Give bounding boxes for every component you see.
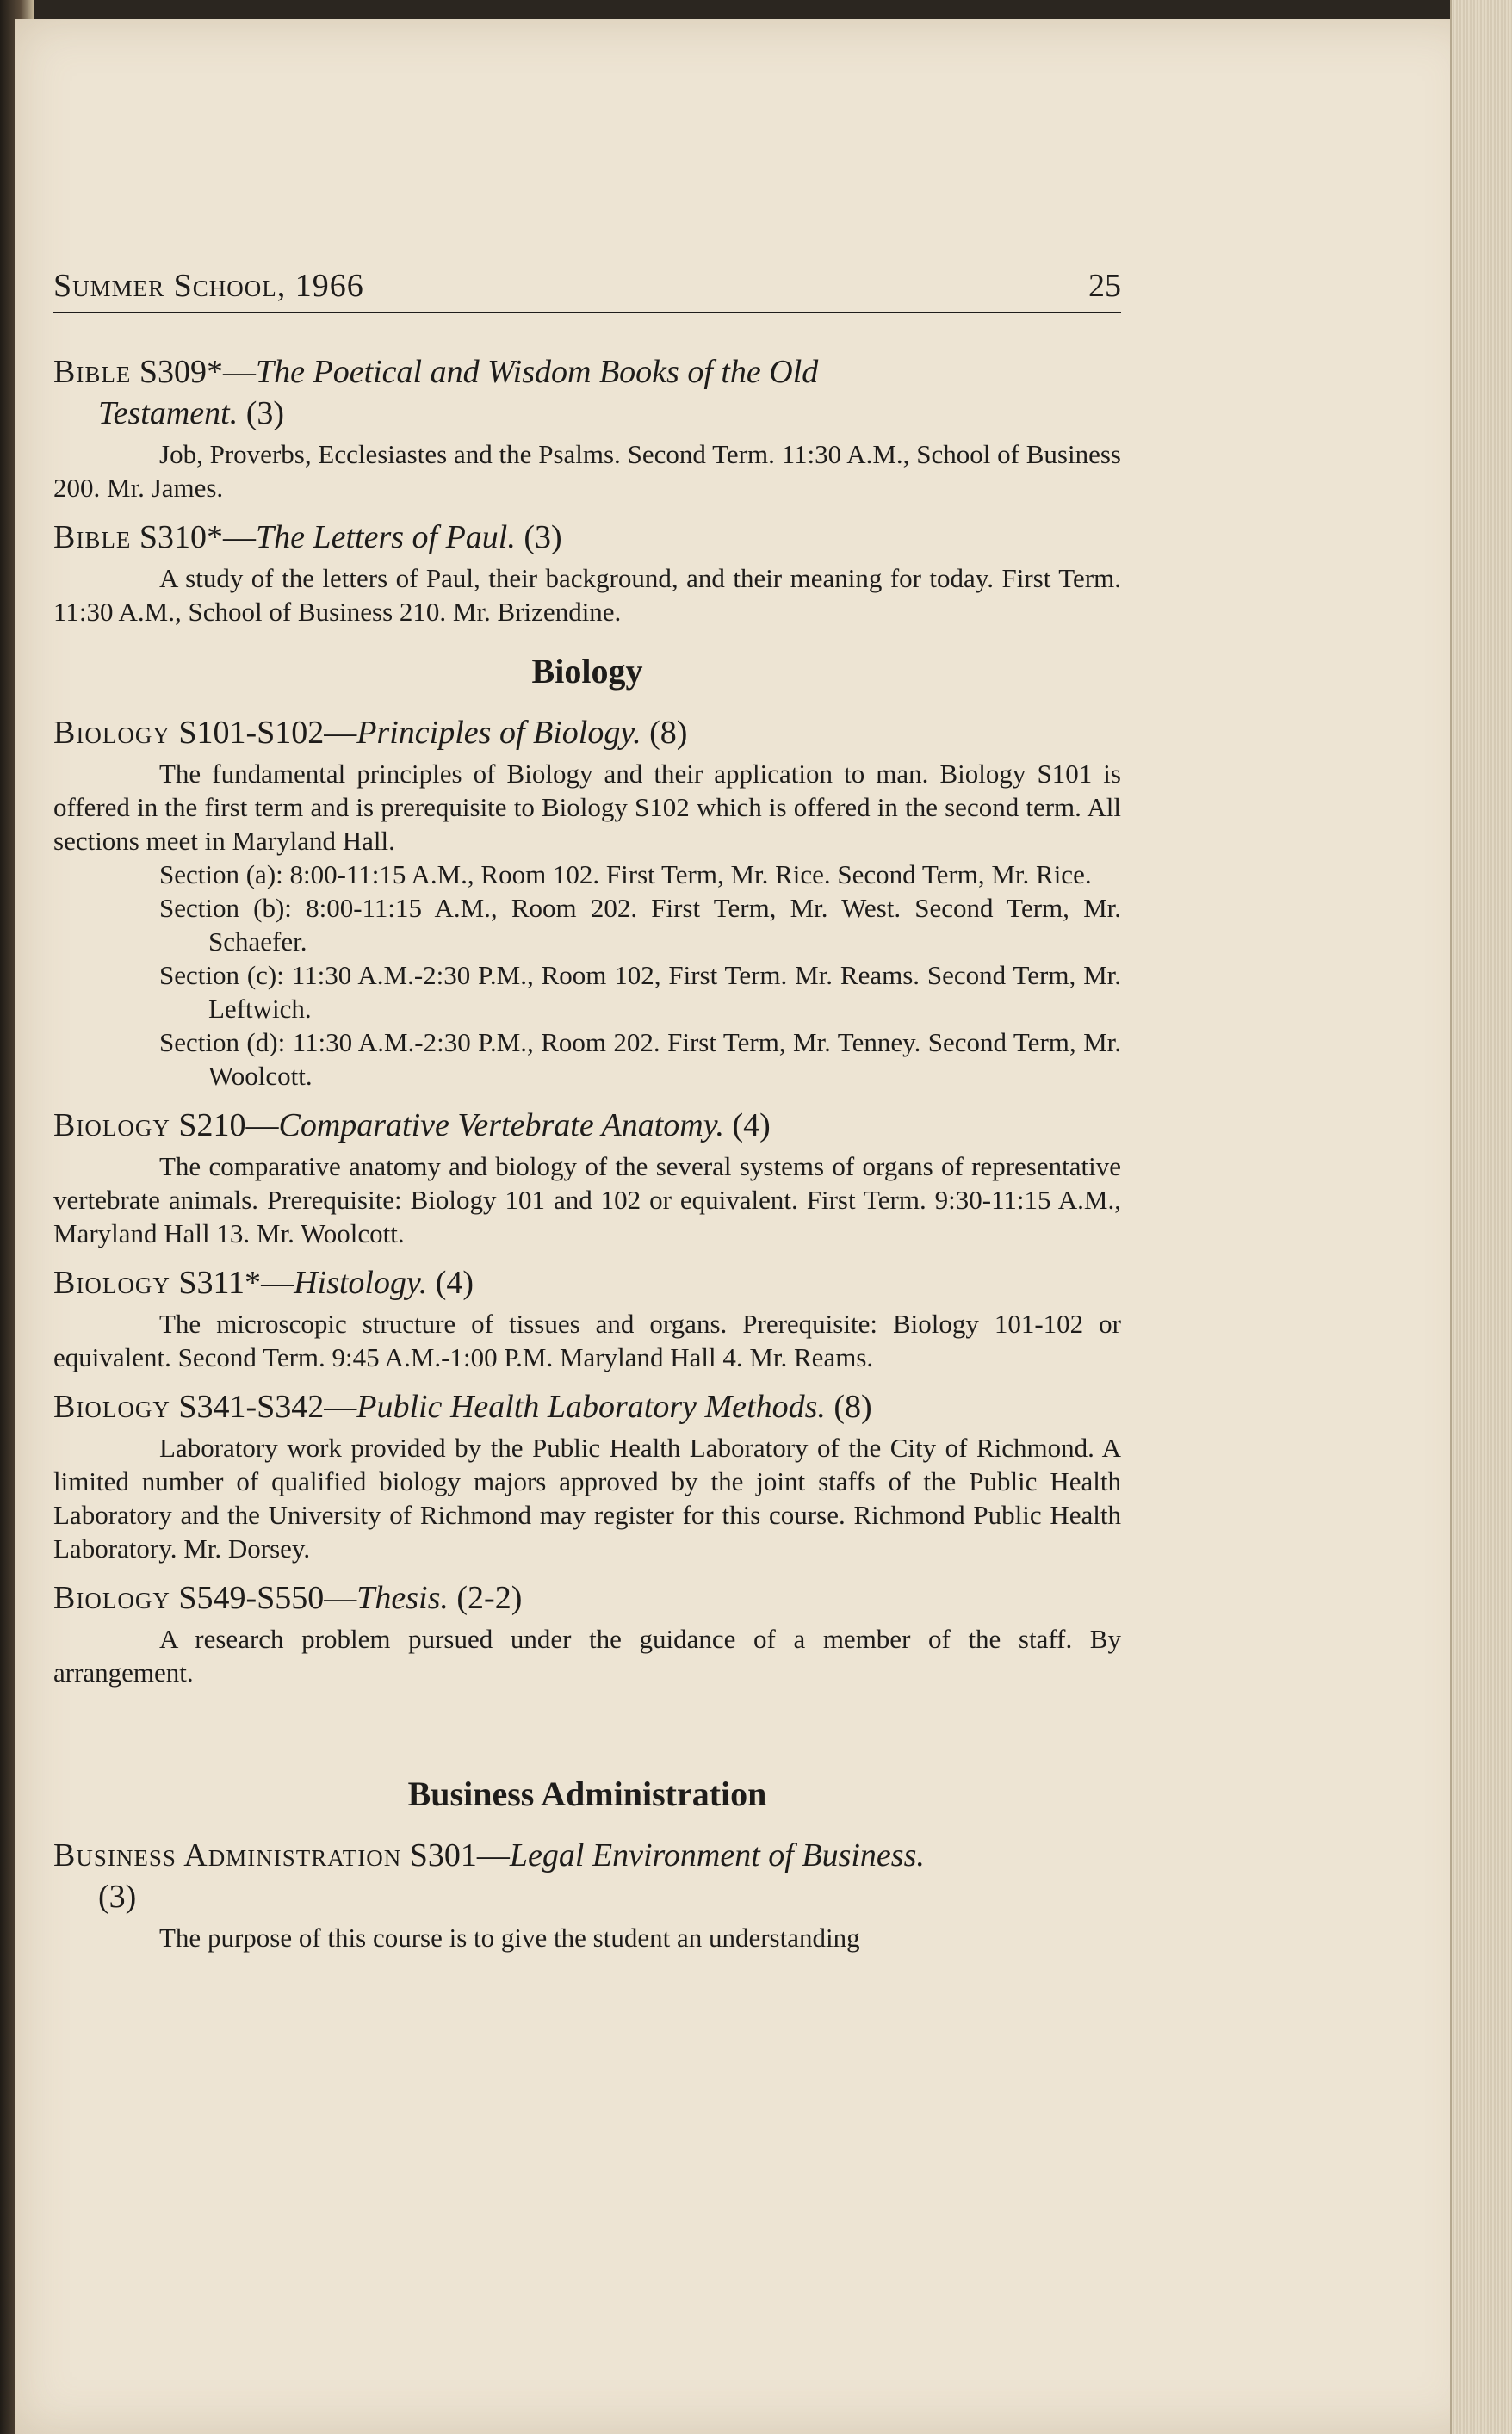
- course-description: The fundamental principles of Biology and their application to man. Biology S101 is offered in the first term and is prerequisite to Biology S102 which is offered in the second term. All sections meet in Maryland Hall.: [53, 759, 1121, 856]
- course-title: Histology.: [294, 1265, 428, 1301]
- course-dept: Biology: [53, 1389, 170, 1425]
- page-number: 25: [1088, 268, 1121, 304]
- course-title: Thesis.: [356, 1580, 449, 1616]
- course-description: Job, Proverbs, Ecclesiastes and the Psalms. Second Term. 11:30 A.M., School of Business 200. Mr. James.: [53, 439, 1121, 503]
- course-dept: Business Administration: [53, 1837, 402, 1873]
- course-code: S311*: [178, 1265, 262, 1301]
- course-title: Public Health Laboratory Methods.: [356, 1389, 826, 1425]
- page-edges: [1450, 0, 1512, 2434]
- course-title: Comparative Vertebrate Anatomy.: [278, 1107, 724, 1143]
- course-description: Laboratory work provided by the Public Health Laboratory of the City of Richmond. A limited number of qualified biology majors approved by the joint staffs of the Public Health Laboratory and the University of Richmond may register for this course. Richmond Public Health Laboratory. Mr. Dorsey.: [53, 1433, 1121, 1564]
- course-code: S341-S342: [178, 1389, 325, 1425]
- section-heading-business: Business Administration: [407, 1774, 767, 1813]
- course-description: The purpose of this course is to give the student an understanding: [159, 1923, 860, 1953]
- course-code: S310*: [139, 519, 223, 555]
- spacer: [53, 1701, 1121, 1751]
- course-code: S309*: [139, 354, 223, 390]
- section-heading-biology: Biology: [531, 652, 643, 691]
- course-code: S210: [178, 1107, 246, 1143]
- course-entry: [53, 351, 1121, 505]
- course-heading: Business Administration S301—Legal Environment of Business. (3): [53, 1837, 925, 1915]
- course-code: S549-S550: [178, 1580, 325, 1616]
- course-credits: (4): [435, 1265, 474, 1301]
- course-title: The Poetical and Wisdom Books of the Old: [255, 354, 819, 390]
- course-title-cont: Testament.: [98, 395, 239, 431]
- course-heading: Biology S311*—Histology. (4): [53, 1265, 474, 1301]
- course-credits: (8): [649, 715, 688, 751]
- course-heading: Biology S549-S550—Thesis. (2-2): [53, 1580, 523, 1616]
- course-dept: Bible: [53, 354, 132, 390]
- course-dept: Biology: [53, 715, 170, 751]
- course-description: The comparative anatomy and biology of the several systems of organs of representative vertebrate animals. Prerequisite: Biology 101 and 102 or equivalent. First Term. 9:30-11:15 A.M., Maryland Hall 13. Mr. Woolcott.: [53, 1151, 1121, 1248]
- course-credits: (2-2): [456, 1580, 523, 1616]
- course-entry: [53, 1577, 1121, 1689]
- course-section: Section (b): 8:00-11:15 A.M., Room 202. First Term, Mr. West. Second Term, Mr. Schaefer.: [159, 893, 1121, 957]
- course-dept: Bible: [53, 519, 132, 555]
- course-entry: [53, 1835, 1121, 1954]
- course-entry: [53, 517, 1121, 629]
- course-heading: Bible S309*—The Poetical and Wisdom Books of the Old Testament. (3): [53, 354, 819, 431]
- course-description: The microscopic structure of tissues and organs. Prerequisite: Biology 101-102 or equivalent. Second Term. 9:45 A.M.-1:00 P.M. Maryland Hall 4. Mr. Reams.: [53, 1309, 1121, 1372]
- course-entry: [53, 1105, 1121, 1250]
- course-title: Principles of Biology.: [356, 715, 641, 751]
- course-credits: (3): [245, 395, 285, 431]
- course-title: Legal Environment of Business.: [509, 1837, 925, 1873]
- course-section: Section (c): 11:30 A.M.-2:30 P.M., Room 102, First Term. Mr. Reams. Second Term, Mr. Leftwich.: [159, 960, 1121, 1024]
- running-head: [53, 267, 1121, 313]
- course-credits: (8): [833, 1389, 872, 1425]
- course-heading: Biology S101-S102—Principles of Biology. (8): [53, 715, 688, 751]
- course-heading: Biology S210—Comparative Vertebrate Anatomy. (4): [53, 1107, 771, 1143]
- course-credits: (3): [524, 519, 562, 555]
- course-code: S101-S102: [178, 715, 325, 751]
- page-content: [53, 267, 1121, 1966]
- course-code: S301: [409, 1837, 477, 1873]
- course-dept: Biology: [53, 1580, 170, 1616]
- course-heading: Biology S341-S342—Public Health Laboratory Methods. (8): [53, 1389, 872, 1425]
- course-dept: Biology: [53, 1265, 170, 1301]
- course-description: A research problem pursued under the guidance of a member of the staff. By arrangement.: [53, 1624, 1121, 1688]
- course-entry: [53, 712, 1121, 1093]
- course-section: Section (d): 11:30 A.M.-2:30 P.M., Room 202. First Term, Mr. Tenney. Second Term, Mr. Woolcott.: [159, 1027, 1121, 1091]
- course-section: Section (a): 8:00-11:15 A.M., Room 102. First Term, Mr. Rice. Second Term, Mr. Rice.: [159, 859, 1092, 889]
- course-credits: (3): [98, 1879, 137, 1915]
- course-heading: Bible S310*—The Letters of Paul. (3): [53, 519, 562, 555]
- course-description: A study of the letters of Paul, their background, and their meaning for today. First Term. 11:30 A.M., School of Business 210. Mr. Brizendine.: [53, 563, 1121, 627]
- course-credits: (4): [732, 1107, 771, 1143]
- course-title: The Letters of Paul.: [255, 519, 516, 555]
- running-head-title: Summer School, 1966: [53, 268, 364, 304]
- course-entry: [53, 1262, 1121, 1374]
- course-dept: Biology: [53, 1107, 170, 1143]
- course-entry: [53, 1386, 1121, 1565]
